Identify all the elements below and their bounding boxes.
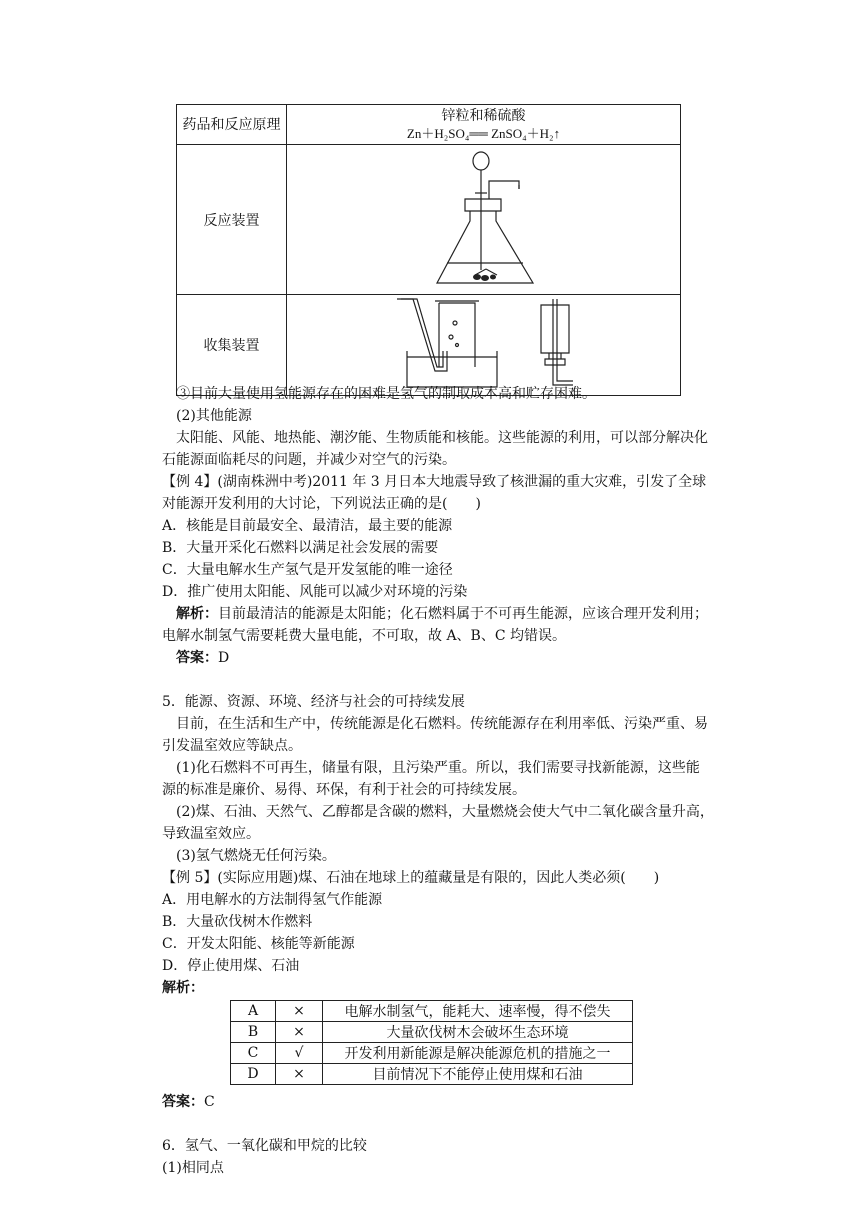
option-a: A．核能是目前最安全、最清洁，最主要的能源 xyxy=(162,518,453,534)
reaction-apparatus-cell xyxy=(287,145,681,295)
row-label-reaction-apparatus: 反应装置 xyxy=(177,145,287,295)
analysis-label: 解析： xyxy=(176,606,218,622)
answer-label: 答案： xyxy=(176,650,218,666)
example-5-line: 【例 5】(实际应用题)煤、石油在地球上的蕴藏量是有限的，因此人类必须( ) xyxy=(162,870,660,886)
paragraph-line: ③目前大量使用氢能源存在的困难是氢气的制取成本高和贮存困难。 xyxy=(176,386,596,402)
paragraph-line: 石能源面临耗尽的问题，并减少对空气的污染。 xyxy=(162,452,456,468)
option-c: C．开发太阳能、核能等新能源 xyxy=(162,936,355,952)
answer-label: 答案： xyxy=(162,1094,204,1110)
reagents-apparatus-table xyxy=(176,104,681,396)
answer-line: 答案：D xyxy=(176,650,230,666)
reagents-cell xyxy=(287,105,681,145)
paragraph-line: (1)化石燃料不可再生，储量有限，且污染严重。所以，我们需要寻找新能源，这些能 xyxy=(176,760,700,776)
analysis-line: 解析：目前最清洁的能源是太阳能；化石燃料属于不可再生能源，应该合理开发利用； xyxy=(176,606,708,622)
table-row: C √ 开发利用新能源是解决能源危机的措施之一 xyxy=(231,1043,633,1064)
section-heading: 6．氢气、一氧化碳和甲烷的比较 xyxy=(162,1138,367,1154)
collection-apparatus-cell xyxy=(287,295,681,396)
flask-apparatus-figure xyxy=(287,145,680,290)
option-c: C．大量电解水生产氢气是开发氢能的唯一途径 xyxy=(162,562,453,578)
paragraph-line: 源的标准是廉价、易得、环保，有利于社会的可持续发展。 xyxy=(162,782,526,798)
option-b: B．大量砍伐树木作燃料 xyxy=(162,914,313,930)
gas-collection-figure xyxy=(287,295,680,391)
row-label-reagents: 药品和反应原理 xyxy=(177,105,287,145)
reagents-name: 锌粒和稀硫酸 xyxy=(441,107,526,124)
paragraph-line: (2)煤、石油、天然气、乙醇都是含碳的燃料，大量燃烧会使大气中二氧化碳含量升高， xyxy=(176,804,714,820)
paragraph-line: 太阳能、风能、地热能、潮汐能、生物质能和核能。这些能源的利用，可以部分解决化 xyxy=(176,430,708,446)
paragraph-line: (3)氢气燃烧无任何污染。 xyxy=(176,848,336,864)
answer-line: 答案：C xyxy=(162,1094,215,1110)
paragraph-line: 对能源开发利用的大讨论，下列说法正确的是( ) xyxy=(162,496,481,512)
option-d: D．停止使用煤、石油 xyxy=(162,958,300,974)
analysis-table xyxy=(230,1000,633,1085)
subsection-heading: (1)相同点 xyxy=(162,1160,224,1176)
reaction-formula: Zn＋H₂SO₄══ ZnSO₄＋H₂↑ xyxy=(406,125,561,141)
table-row: D × 目前情况下不能停止使用煤和石油 xyxy=(231,1064,633,1085)
section-heading: 5．能源、资源、环境、经济与社会的可持续发展 xyxy=(162,694,465,710)
row-label-collection-apparatus: 收集装置 xyxy=(177,295,287,396)
paragraph-line: 目前，在生活和生产中，传统能源是化石燃料。传统能源存在利用率低、污染严重、易 xyxy=(176,716,708,732)
paragraph-line: 导致温室效应。 xyxy=(162,826,260,842)
paragraph-line: 引发温室效应等缺点。 xyxy=(162,738,302,754)
table-row: A × 电解水制氢气，能耗大、速率慢，得不偿失 xyxy=(231,1001,633,1022)
paragraph-line: 电解水制氢气需要耗费大量电能，不可取，故 A、B、C 均错误。 xyxy=(162,628,567,644)
analysis-label: 解析： xyxy=(162,980,204,996)
option-a: A．用电解水的方法制得氢气作能源 xyxy=(162,892,383,908)
option-b: B．大量开采化石燃料以满足社会发展的需要 xyxy=(162,540,439,556)
example-4-line: 【例 4】(湖南株洲中考)2011 年 3 月日本大地震导致了核泄漏的重大灾难，引发了全球 xyxy=(162,474,707,490)
paragraph-line: (2)其他能源 xyxy=(176,408,252,424)
option-d: D．推广使用太阳能、风能可以减少对环境的污染 xyxy=(162,584,468,600)
table-row: B × 大量砍伐树木会破坏生态环境 xyxy=(231,1022,633,1043)
